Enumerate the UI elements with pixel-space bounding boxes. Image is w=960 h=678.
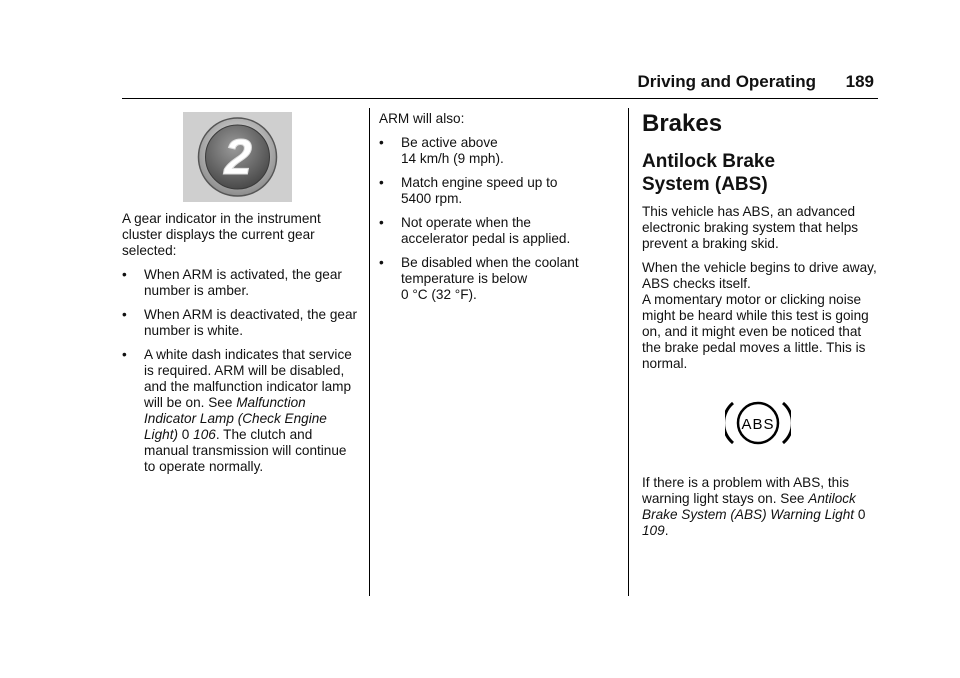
page-number: 189	[845, 72, 874, 91]
column-divider-1	[369, 108, 370, 596]
list-item: • Match engine speed up to 5400 rpm.	[379, 175, 558, 206]
list-item: • When ARM is activated, the gear number is amber.	[122, 267, 342, 298]
column-divider-2	[628, 108, 629, 596]
page-ref-number: 106	[193, 427, 216, 442]
column-1	[122, 211, 360, 483]
abs-warning-icon	[725, 398, 791, 448]
abs-paragraph-3-block	[642, 475, 882, 547]
gear-digit: 2	[224, 129, 252, 185]
abs-paragraph-2: When the vehicle begins to drive away, ABS checks itself. A momentary motor or clicking noise might be heard while this test is going on, and it might even be noticed that the brake pedal moves a little. This is normal.	[642, 260, 877, 371]
page-ref-symbol: 0	[857, 507, 866, 522]
list-item: • Not operate when the accelerator pedal is applied.	[379, 215, 571, 246]
list-item: • A white dash indicates that service is required. ARM will be disabled, and the malfunction indicator lamp will be on. See Malfunction Indicator Lamp (Check Engine Light) 0 106. The clutch and manual transmission will continue to operate normally.	[122, 347, 352, 474]
list-item: • When ARM is deactivated, the gear number is white.	[122, 307, 358, 338]
page-ref-symbol: 0	[181, 427, 190, 442]
section-title: Driving and Operating	[637, 72, 816, 91]
cross-reference-link[interactable]: Malfunction Indicator Lamp (Check Engine Light)	[144, 395, 327, 442]
page-ref-number: 109	[642, 523, 665, 538]
gear-indicator-intro: A gear indicator in the instrument cluster displays the current gear selected:	[122, 211, 321, 258]
abs-label: ABS	[741, 416, 775, 433]
list-item: • Be active above 14 km/h (9 mph).	[379, 135, 504, 166]
abs-paragraph-3: If there is a problem with ABS, this warning light stays on. See Antilock Brake System (ABS) Warning Light 0 109.	[642, 475, 866, 538]
subheading-abs: Antilock Brake System (ABS)	[642, 151, 776, 195]
gear-number-2-icon	[183, 112, 292, 202]
column-3	[642, 110, 882, 380]
gear-indicator-illustration	[183, 112, 292, 202]
section-heading-brakes: Brakes	[642, 110, 723, 137]
column-2	[379, 111, 619, 311]
abs-paragraph-1: This vehicle has ABS, an advanced electronic braking system that helps prevent a braking skid.	[642, 204, 859, 251]
arm-intro: ARM will also:	[379, 111, 465, 126]
page-header	[122, 70, 878, 99]
cross-reference-link[interactable]: Antilock Brake System (ABS) Warning Light	[642, 491, 856, 522]
list-item: • Be disabled when the coolant temperature is below 0 °C (32 °F).	[379, 255, 579, 302]
